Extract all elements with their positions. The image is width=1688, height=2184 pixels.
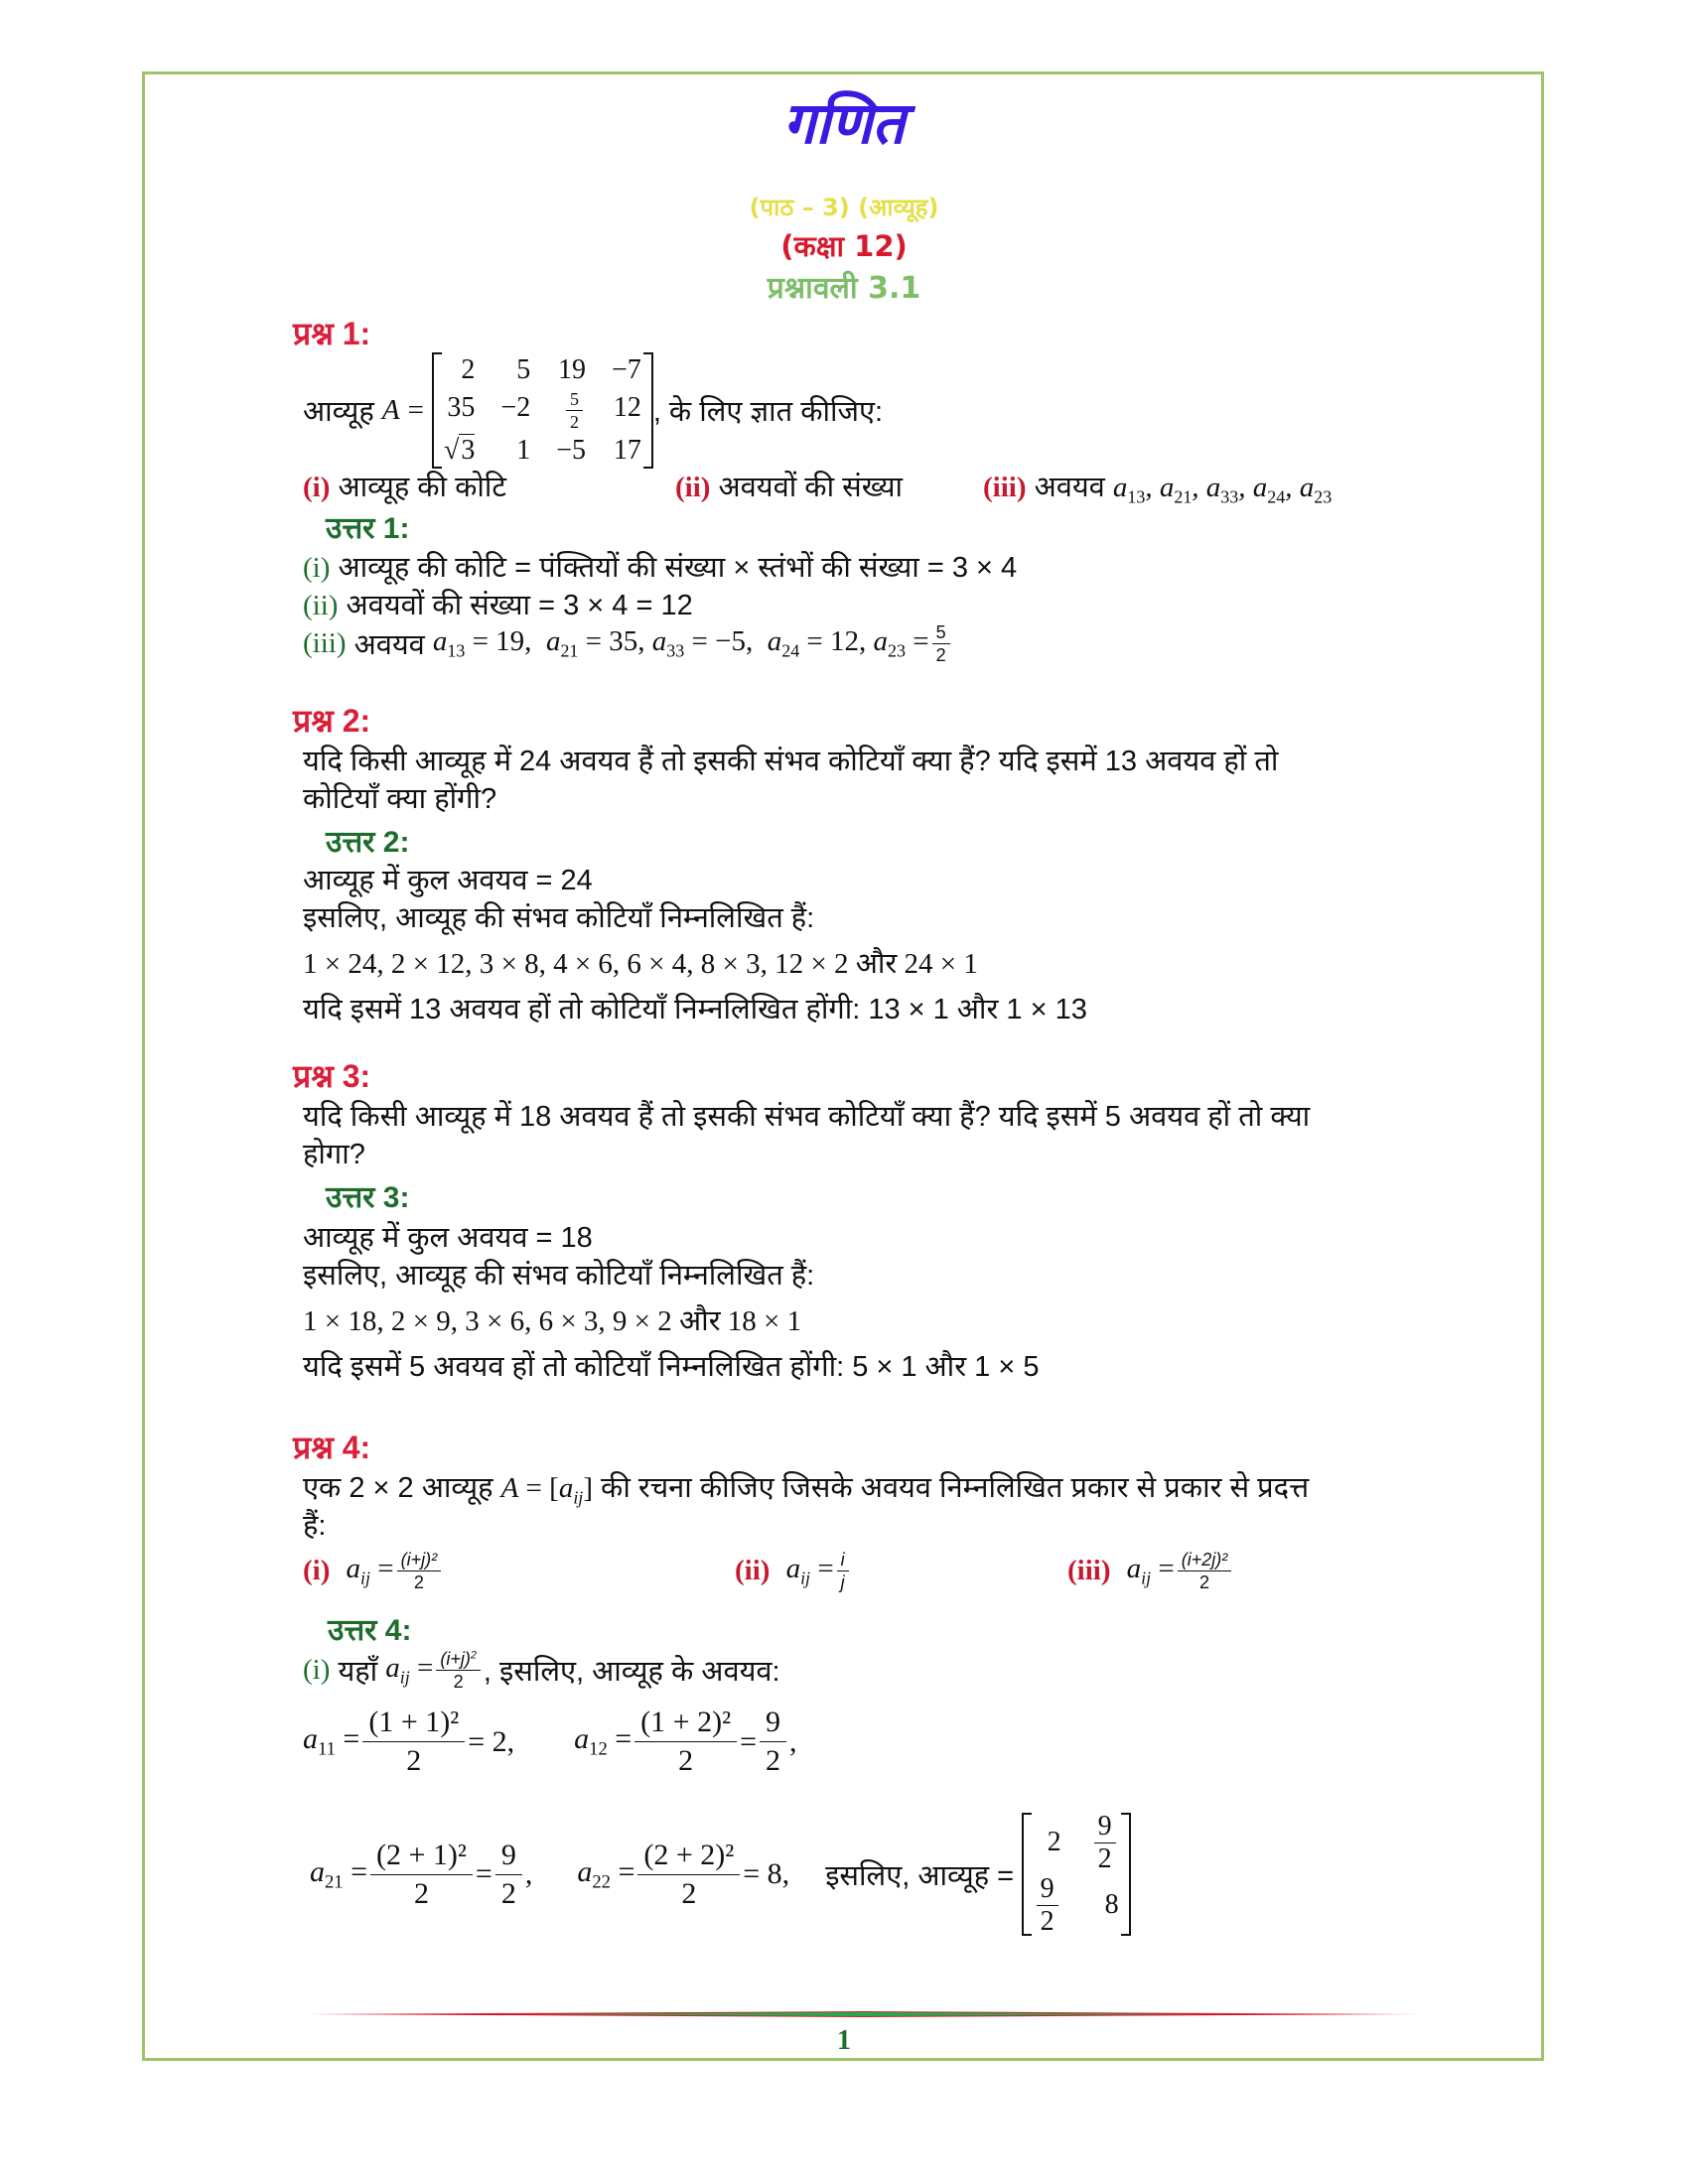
part-number: (i): [303, 1555, 331, 1586]
part-number: (i): [303, 1654, 331, 1686]
question-2-label: प्रश्न 2:: [293, 703, 371, 739]
line-text: अवयव: [353, 629, 425, 661]
matrix-cell-sqrt: √3: [444, 435, 476, 466]
question-1-suffix: , के लिए ज्ञात कीजिए:: [652, 396, 884, 428]
answer-3-label: उत्तर 3:: [326, 1181, 410, 1214]
part-number: (ii): [303, 590, 339, 621]
question-2-text-line-2: कोटियाँ क्या होंगी?: [303, 783, 497, 815]
footer-divider: [308, 2011, 1420, 2017]
part-number: (i): [303, 552, 331, 584]
element-a21: $a_{21}$ =: [310, 1854, 368, 1893]
part-math: $a_{13}$, $a_{21}$, $a_{33}$, $a_{24}$, $a_{23}$: [1112, 472, 1333, 507]
class-heading: (कक्षा 12): [780, 229, 908, 263]
element-a22: $a_{22}$ =: [577, 1854, 635, 1893]
answer-3-line-2: इसलिए, आव्यूह की संभव कोटियाँ निम्नलिखित हैं:: [303, 1260, 815, 1292]
element-a11: $a_{11}$ =: [303, 1722, 360, 1760]
part-number: (ii): [675, 472, 711, 503]
part-text: अवयवों की संख्या: [718, 472, 904, 503]
answer-1-line-i: [303, 547, 1017, 586]
fraction: $\frac{\text{(i+2j)²}}{2}$: [1178, 1551, 1232, 1591]
subject-title: गणित: [782, 89, 906, 157]
part-math: $a_{ij}$ =: [346, 1553, 394, 1588]
matrix-a: [432, 352, 653, 469]
exercise-heading: प्रश्नावली 3.1: [767, 271, 921, 306]
answer-2-line-2: इसलिए, आव्यूह की संभव कोटियाँ निम्नलिखित हैं:: [303, 902, 815, 934]
element-result: = 2,: [468, 1724, 515, 1758]
matrix-cell: 2: [1047, 1827, 1061, 1857]
matrix-cell-fraction: $\frac{9}{2}$: [1034, 1875, 1061, 1936]
line-text: अवयवों की संख्या = 3 × 4 = 12: [346, 590, 693, 621]
matrix-cell: −2: [500, 392, 531, 423]
fraction: $\frac{(i+j)^2}{2}$: [436, 1650, 481, 1691]
fraction: $\frac{i}{j}$: [837, 1551, 849, 1591]
fraction: $\frac{\text{(2 + 1)²}}{2}$: [370, 1841, 473, 1909]
answer-2-line-4: यदि इसमें 13 अवयव हों तो कोटियाँ निम्नलिखित होंगी: 13 × 1 और 1 × 13: [303, 994, 1087, 1025]
answer-3-line-1: आव्यूह में कुल अवयव = 18: [303, 1222, 593, 1254]
answer-1-line-ii: [303, 585, 693, 623]
answer-1-line-iii: [303, 623, 953, 664]
chapter-heading: (पाठ – 3) (आव्यूह): [749, 194, 939, 221]
question-1-label: प्रश्न 1:: [293, 316, 371, 351]
fraction: $\frac{\text{(1 + 2)²}}{2}$: [634, 1707, 737, 1776]
answer-2-line-1: आव्यूह में कुल अवयव = 24: [303, 865, 593, 896]
line-text: आव्यूह की कोटि = पंक्तियों की संख्या × स्तंभों की संख्या = 3 × 4: [338, 552, 1018, 584]
line-math: $a_{13} = 19$, $a_{21} = 35$, $a_{33} = -5$, $a_{24} = 12$, $a_{23}$ =: [432, 625, 929, 661]
answer-3-line-4: यदि इसमें 5 अवयव हों तो कोटियाँ निम्नलिखित होंगी: 5 × 1 और 1 × 5: [303, 1351, 1040, 1383]
part-text: अवयव: [1034, 472, 1105, 503]
fraction: $\frac{\text{(2 + 2)²}}{2}$: [637, 1841, 740, 1909]
fraction-result: $\frac{9}{2}$: [760, 1707, 786, 1776]
conclusion-text: इसलिए, आव्यूह =: [825, 1859, 1015, 1892]
question-1-part-iii: [983, 467, 1332, 507]
question-4-text-line-1: [303, 1467, 1309, 1508]
element-result: = 8,: [743, 1857, 790, 1890]
question-4-text-line-2: हैं:: [303, 1510, 327, 1542]
part-number: (iii): [1067, 1555, 1111, 1586]
fraction: $\frac{5}{2}$: [932, 623, 950, 664]
matrix-cell: 19: [558, 354, 587, 385]
answer-4-label: उत्तर 4:: [328, 1614, 412, 1647]
text-part: एक 2 × 2 आव्यूह: [303, 1472, 493, 1504]
matrix-cell: 1: [516, 435, 531, 466]
question-1-statement: [303, 352, 883, 469]
matrix-def: $A = [a_{ij}]$: [500, 1472, 593, 1508]
part-number: (iii): [303, 627, 347, 659]
question-3-text-line-2: होगा?: [303, 1139, 365, 1170]
answer-2-line-3: 1 × 24, 2 × 12, 3 × 8, 4 × 6, 6 × 4, 8 × 3, 12 × 2 और 24 × 1: [303, 948, 978, 980]
question-4-part-iii: [1067, 1551, 1234, 1591]
question-1-part-i: [303, 467, 506, 505]
part-number: (iii): [983, 472, 1027, 503]
question-1-part-ii: [675, 467, 903, 505]
matrix-cell-fraction: $\frac{9}{2}$: [1091, 1813, 1119, 1873]
intro-text: यहाँ: [338, 1656, 378, 1688]
intro-text: , इसलिए, आव्यूह के अवयव:: [483, 1656, 780, 1688]
fraction: $\frac{\text{(i+j)²}}{2}$: [397, 1551, 442, 1591]
equals-sign: =: [407, 394, 424, 426]
answer-4-row-1: $a_{11}$ = $\frac{\text{(1 + 1)²}}{2}$ = 2, $a_{12}$ = $\frac{\text{(1 + 2)²}}{2}$ = $\frac{9}{2}$ ,: [303, 1706, 797, 1777]
question-4-part-i: [303, 1551, 444, 1591]
answer-3-line-3: 1 × 18, 2 × 9, 3 × 6, 6 × 3, 9 × 2 और 18 × 1: [303, 1305, 802, 1337]
matrix-cell: −7: [612, 354, 641, 385]
answer-2-label: उत्तर 2:: [326, 826, 410, 859]
question-1-prefix: आव्यूह: [303, 396, 374, 428]
question-4-part-ii: [735, 1551, 852, 1591]
question-2-text-line-1: यदि किसी आव्यूह में 24 अवयव हैं तो इसकी संभव कोटियाँ क्या हैं? यदि इसमें 13 अवयव हों तो: [303, 746, 1279, 777]
answer-4-row-2: $a_{21}$ = $\frac{\text{(2 + 1)²}}{2}$ = $\frac{9}{2}$ , $a_{22}$ = $\frac{\text{(2 + 2)²}}{2}$ = 8, इसलिए, आव्यूह = 2 $\frac{9}{2}$ $\frac{9}{2}$ 8: [310, 1813, 1131, 1936]
matrix-cell-fraction: $\frac{5}{2}$: [556, 390, 586, 431]
matrix-cell: −5: [556, 435, 587, 466]
part-math: $a_{ij}$ =: [1126, 1553, 1175, 1588]
matrix-cell: 5: [516, 354, 531, 385]
text-part: की रचना कीजिए जिसके अवयव निम्नलिखित प्रकार से प्रकार से प्रदत्त: [601, 1472, 1310, 1504]
matrix-cell: 2: [461, 354, 476, 385]
page-number: 1: [837, 2025, 851, 2056]
result-matrix: [1022, 1813, 1131, 1936]
part-number: (i): [303, 472, 331, 503]
question-4-label: प्रश्न 4:: [293, 1430, 371, 1465]
matrix-cell: 17: [613, 435, 641, 466]
answer-1-label: उत्तर 1:: [326, 512, 410, 545]
question-3-text-line-1: यदि किसी आव्यूह में 18 अवयव हैं तो इसकी संभव कोटियाँ क्या हैं? यदि इसमें 5 अवयव हों तो क्या: [303, 1101, 1311, 1133]
part-math: $a_{ij}$ =: [785, 1553, 834, 1588]
fraction-result: $\frac{9}{2}$: [495, 1841, 522, 1909]
part-text: आव्यूह की कोटि: [338, 472, 507, 503]
answer-4-intro: [303, 1650, 780, 1691]
matrix-cell: 8: [1104, 1889, 1119, 1920]
matrix-cell: 35: [447, 392, 476, 423]
part-number: (ii): [735, 1555, 771, 1586]
fraction: $\frac{\text{(1 + 1)²}}{2}$: [362, 1707, 465, 1776]
matrix-var: A: [381, 394, 400, 426]
intro-math: $a_{ij}$ =: [385, 1652, 434, 1688]
matrix-cell: 12: [613, 392, 641, 423]
element-a12: $a_{12}$ =: [574, 1722, 633, 1760]
question-3-label: प्रश्न 3:: [293, 1058, 371, 1094]
